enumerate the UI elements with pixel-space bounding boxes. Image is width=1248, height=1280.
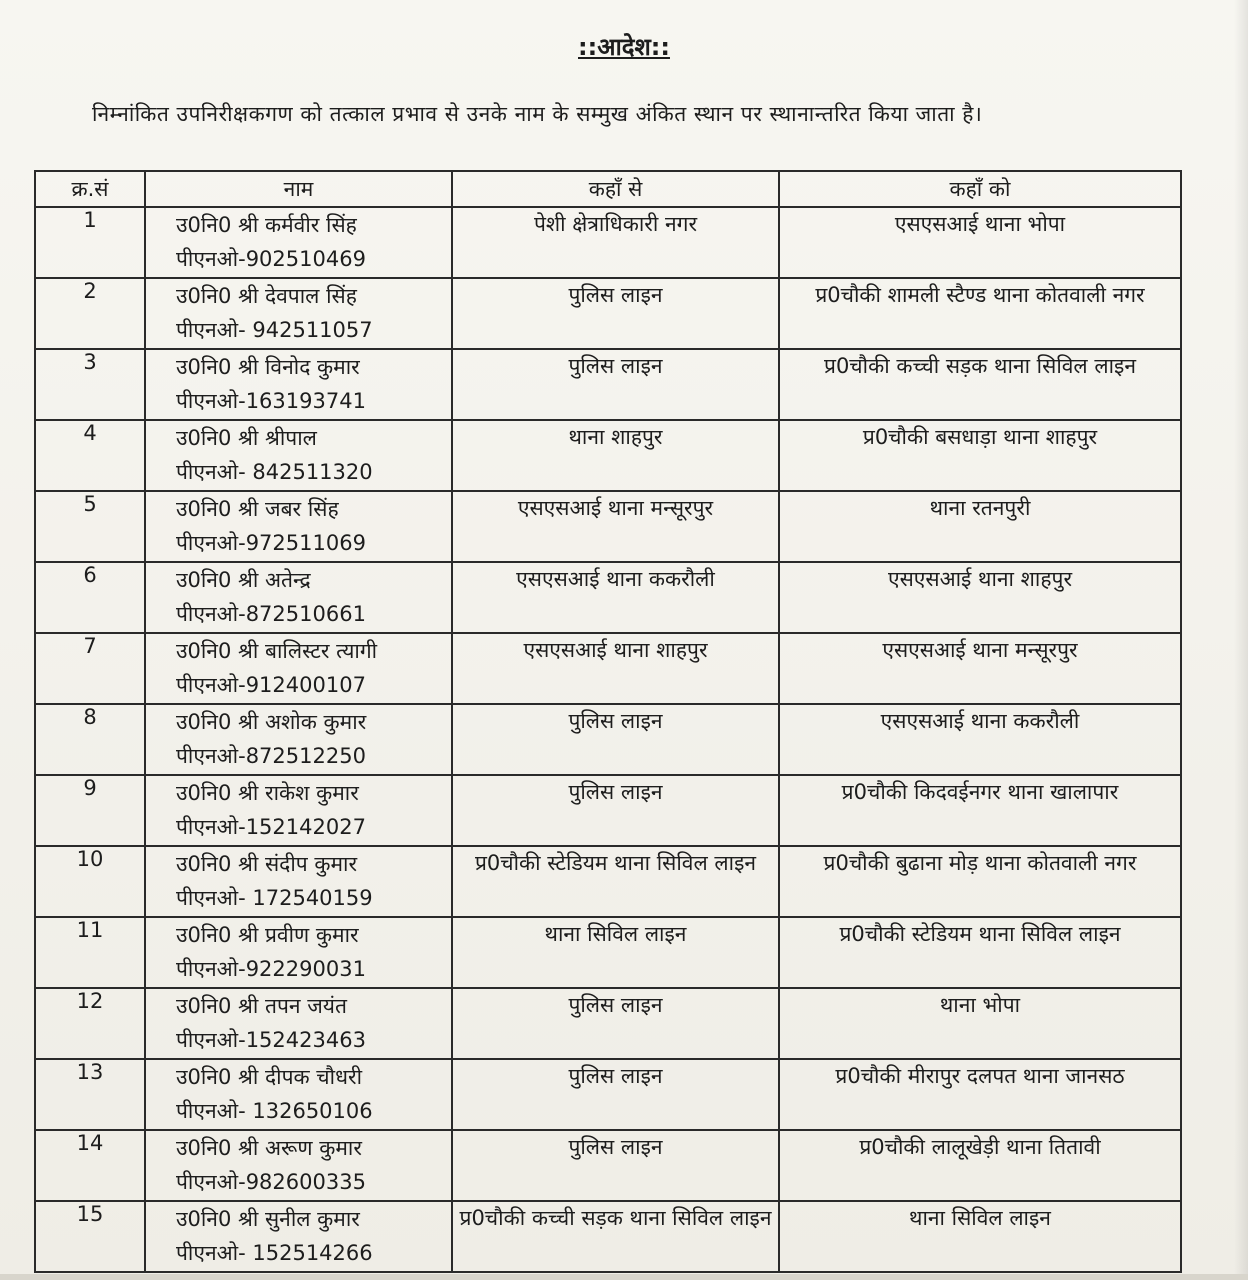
to-location: थाना रतनपुरी xyxy=(779,491,1181,562)
to-location: प्र0चौकी शामली स्टैण्ड थाना कोतवाली नगर xyxy=(779,278,1181,349)
document-title: ::आदेश:: xyxy=(578,33,670,61)
serial-number: 12 xyxy=(35,988,145,1059)
officer-cell xyxy=(145,562,452,633)
officer-name: उ0नि0 श्री दीपक चौधरी xyxy=(176,1065,363,1089)
officer-cell xyxy=(145,1059,452,1130)
from-location: एसएसआई थाना ककरौली xyxy=(452,562,779,633)
from-location: एसएसआई थाना शाहपुर xyxy=(452,633,779,704)
serial-number: 13 xyxy=(35,1059,145,1130)
from-location: थाना शाहपुर xyxy=(452,420,779,491)
officer-cell xyxy=(145,633,452,704)
officer-name: उ0नि0 श्री विनोद कुमार xyxy=(176,355,360,379)
to-location: थाना भोपा xyxy=(779,988,1181,1059)
transfer-table xyxy=(34,170,1182,1273)
officer-cell xyxy=(145,917,452,988)
officer-cell xyxy=(145,207,452,278)
officer-pno: पीएनओ-922290031 xyxy=(176,957,366,981)
page-bottom-strip xyxy=(0,1274,1248,1280)
officer-cell xyxy=(145,278,452,349)
officer-name: उ0नि0 श्री कर्मवीर सिंह xyxy=(176,213,357,237)
header-serial: क्र.सं xyxy=(35,171,145,207)
officer-pno: पीएनओ-982600335 xyxy=(176,1170,366,1194)
from-location: एसएसआई थाना मन्सूरपुर xyxy=(452,491,779,562)
officer-pno: पीएनओ- 172540159 xyxy=(176,886,373,910)
officer-name: उ0नि0 श्री देवपाल सिंह xyxy=(176,284,357,308)
serial-number: 9 xyxy=(35,775,145,846)
to-location: एसएसआई थाना मन्सूरपुर xyxy=(779,633,1181,704)
table-row xyxy=(35,491,1181,562)
officer-pno: पीएनओ-872512250 xyxy=(176,744,366,768)
serial-number: 2 xyxy=(35,278,145,349)
serial-number: 8 xyxy=(35,704,145,775)
from-location: थाना सिविल लाइन xyxy=(452,917,779,988)
officer-cell xyxy=(145,704,452,775)
officer-pno: पीएनओ-152423463 xyxy=(176,1028,366,1052)
officer-pno: पीएनओ-902510469 xyxy=(176,247,366,271)
from-location: पुलिस लाइन xyxy=(452,988,779,1059)
officer-name: उ0नि0 श्री बालिस्टर त्यागी xyxy=(176,639,378,663)
to-location: प्र0चौकी स्टेडियम थाना सिविल लाइन xyxy=(779,917,1181,988)
from-location: पेशी क्षेत्राधिकारी नगर xyxy=(452,207,779,278)
header-to: कहॉं को xyxy=(779,171,1181,207)
officer-pno: पीएनओ-152142027 xyxy=(176,815,366,839)
serial-number: 7 xyxy=(35,633,145,704)
to-location: थाना सिविल लाइन xyxy=(779,1201,1181,1272)
table-row xyxy=(35,420,1181,491)
serial-number: 5 xyxy=(35,491,145,562)
page-edge-shadow xyxy=(1234,0,1248,1280)
officer-name: उ0नि0 श्री अरूण कुमार xyxy=(176,1136,362,1160)
officer-cell xyxy=(145,846,452,917)
table-row xyxy=(35,917,1181,988)
serial-number: 6 xyxy=(35,562,145,633)
officer-pno: पीएनओ- 132650106 xyxy=(176,1099,373,1123)
table-row xyxy=(35,1130,1181,1201)
to-location: प्र0चौकी किदवईनगर थाना खालापार xyxy=(779,775,1181,846)
from-location: प्र0चौकी कच्ची सड़क थाना सिविल लाइन xyxy=(452,1201,779,1272)
from-location: पुलिस लाइन xyxy=(452,704,779,775)
to-location: एसएसआई थाना शाहपुर xyxy=(779,562,1181,633)
officer-pno: पीएनओ-912400107 xyxy=(176,673,366,697)
from-location: पुलिस लाइन xyxy=(452,278,779,349)
officer-name: उ0नि0 श्री सुनील कुमार xyxy=(176,1207,360,1231)
officer-name: उ0नि0 श्री अशोक कुमार xyxy=(176,710,367,734)
from-location: पुलिस लाइन xyxy=(452,349,779,420)
header-from: कहॉं से xyxy=(452,171,779,207)
officer-cell xyxy=(145,1201,452,1272)
serial-number: 1 xyxy=(35,207,145,278)
serial-number: 10 xyxy=(35,846,145,917)
officer-pno: पीएनओ- 842511320 xyxy=(176,460,373,484)
officer-name: उ0नि0 श्री राकेश कुमार xyxy=(176,781,359,805)
table-row xyxy=(35,207,1181,278)
table-header-row xyxy=(35,171,1181,207)
serial-number: 15 xyxy=(35,1201,145,1272)
from-location: पुलिस लाइन xyxy=(452,1130,779,1201)
officer-name: उ0नि0 श्री संदीप कुमार xyxy=(176,852,358,876)
table-row xyxy=(35,775,1181,846)
officer-cell xyxy=(145,1130,452,1201)
officer-cell xyxy=(145,491,452,562)
intro-paragraph: निम्नांकित उपनिरीक्षकगण को तत्काल प्रभाव से उनके नाम के सम्मुख अंकित स्थान पर स्थानान्तरित किया जाता है। xyxy=(92,102,983,126)
officer-cell xyxy=(145,349,452,420)
table-row xyxy=(35,562,1181,633)
from-location: पुलिस लाइन xyxy=(452,1059,779,1130)
table-row xyxy=(35,988,1181,1059)
to-location: एसएसआई थाना ककरौली xyxy=(779,704,1181,775)
serial-number: 4 xyxy=(35,420,145,491)
to-location: प्र0चौकी कच्ची सड़क थाना सिविल लाइन xyxy=(779,349,1181,420)
to-location: प्र0चौकी बुढाना मोड़ थाना कोतवाली नगर xyxy=(779,846,1181,917)
officer-pno: पीएनओ- 152514266 xyxy=(176,1241,373,1265)
officer-name: उ0नि0 श्री तपन जयंत xyxy=(176,994,347,1018)
header-name: नाम xyxy=(145,171,452,207)
officer-pno: पीएनओ- 942511057 xyxy=(176,318,373,342)
serial-number: 14 xyxy=(35,1130,145,1201)
officer-pno: पीएनओ-163193741 xyxy=(176,389,366,413)
officer-name: उ0नि0 श्री श्रीपाल xyxy=(176,426,317,450)
table-row xyxy=(35,846,1181,917)
to-location: प्र0चौकी मीरापुर दलपत थाना जानसठ xyxy=(779,1059,1181,1130)
officer-pno: पीएनओ-872510661 xyxy=(176,602,366,626)
table-row xyxy=(35,633,1181,704)
table-row xyxy=(35,704,1181,775)
table-row xyxy=(35,349,1181,420)
to-location: प्र0चौकी लालूखेड़ी थाना तितावी xyxy=(779,1130,1181,1201)
table-row xyxy=(35,278,1181,349)
officer-cell xyxy=(145,988,452,1059)
table-row xyxy=(35,1059,1181,1130)
serial-number: 3 xyxy=(35,349,145,420)
from-location: प्र0चौकी स्टेडियम थाना सिविल लाइन xyxy=(452,846,779,917)
officer-name: उ0नि0 श्री अतेन्द्र xyxy=(176,568,311,592)
officer-cell xyxy=(145,420,452,491)
to-location: एसएसआई थाना भोपा xyxy=(779,207,1181,278)
officer-name: उ0नि0 श्री जबर सिंह xyxy=(176,497,339,521)
serial-number: 11 xyxy=(35,917,145,988)
to-location: प्र0चौकी बसधाड़ा थाना शाहपुर xyxy=(779,420,1181,491)
table-row xyxy=(35,1201,1181,1272)
officer-name: उ0नि0 श्री प्रवीण कुमार xyxy=(176,923,359,947)
officer-pno: पीएनओ-972511069 xyxy=(176,531,366,555)
from-location: पुलिस लाइन xyxy=(452,775,779,846)
officer-cell xyxy=(145,775,452,846)
